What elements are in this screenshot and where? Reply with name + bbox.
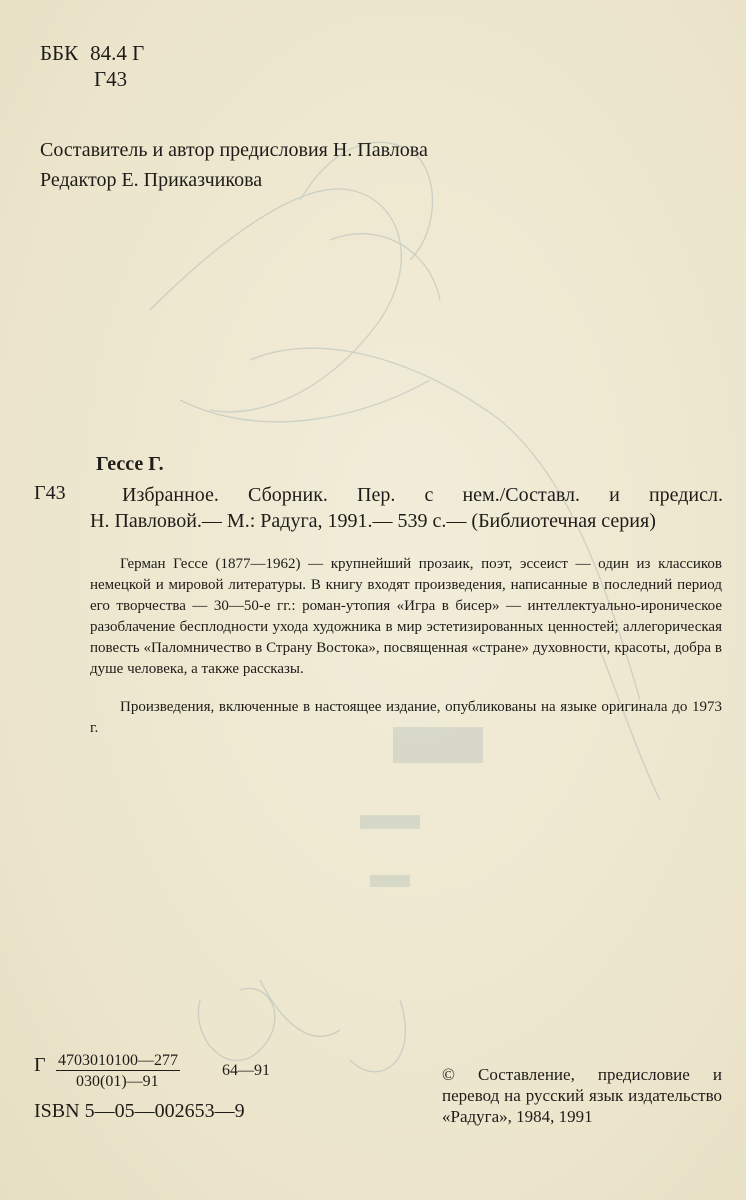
- stamp-numerator: 4703010100—277: [58, 1052, 178, 1069]
- credits-block: [40, 135, 428, 195]
- catalog-description: [90, 482, 723, 534]
- catalog-description-line1: Избранное. Сборник. Пер. с нем./Составл. и предисл.: [122, 484, 723, 506]
- isbn: ISBN 5—05—002653—9: [34, 1100, 245, 1122]
- annotation-paragraph: Герман Гессе (1877—1962) — крупнейший прозаик, поэт, эссеист — один из классиков немецкой и мировой литературы. В книгу входят произведения, написанные в последний период его творчества — 30—50-е гг.: роман-утопия «Игра в бисер» — интеллектуально-ироническое разоблачение бесплодности ухода художника в мир эстетизированных ценностей; аллегорическая повесть «Паломничество в Страну Востока», посвященная «стране» духовности, красоты, добра в душе человека, а также рассказы.: [90, 556, 722, 677]
- compiler-credit: Составитель и автор предисловия Н. Павлова: [40, 139, 428, 161]
- bbk-author-mark: Г43: [94, 67, 128, 91]
- annotation: [90, 554, 722, 739]
- catalog-author-heading: Гессе Г.: [96, 453, 164, 475]
- stamp-suffix: 64—91: [222, 1062, 270, 1079]
- catalog-author-mark: Г43: [34, 482, 66, 504]
- editor-credit: Редактор Е. Приказчикова: [40, 169, 263, 191]
- bbk-index: 84.4 Г: [90, 41, 145, 65]
- stamp-letter: Г: [34, 1054, 46, 1076]
- bbk-block: [40, 40, 144, 92]
- stamp-denominator: 030(01)—91: [76, 1073, 159, 1090]
- copyright-notice: © Составление, предисловие и перевод на русский язык издательство «Радуга», 1984, 1991: [442, 1065, 722, 1126]
- catalog-description-line2: Н. Павловой.— М.: Радуга, 1991.— 539 с.— (Библиотечная серия): [90, 510, 656, 532]
- annotation-note: Произведения, включенные в настоящее издание, опубликованы на языке оригинала до 1973 г.: [90, 699, 722, 736]
- bbk-label: ББК: [40, 41, 79, 65]
- stamp-fraction: [56, 1052, 180, 1091]
